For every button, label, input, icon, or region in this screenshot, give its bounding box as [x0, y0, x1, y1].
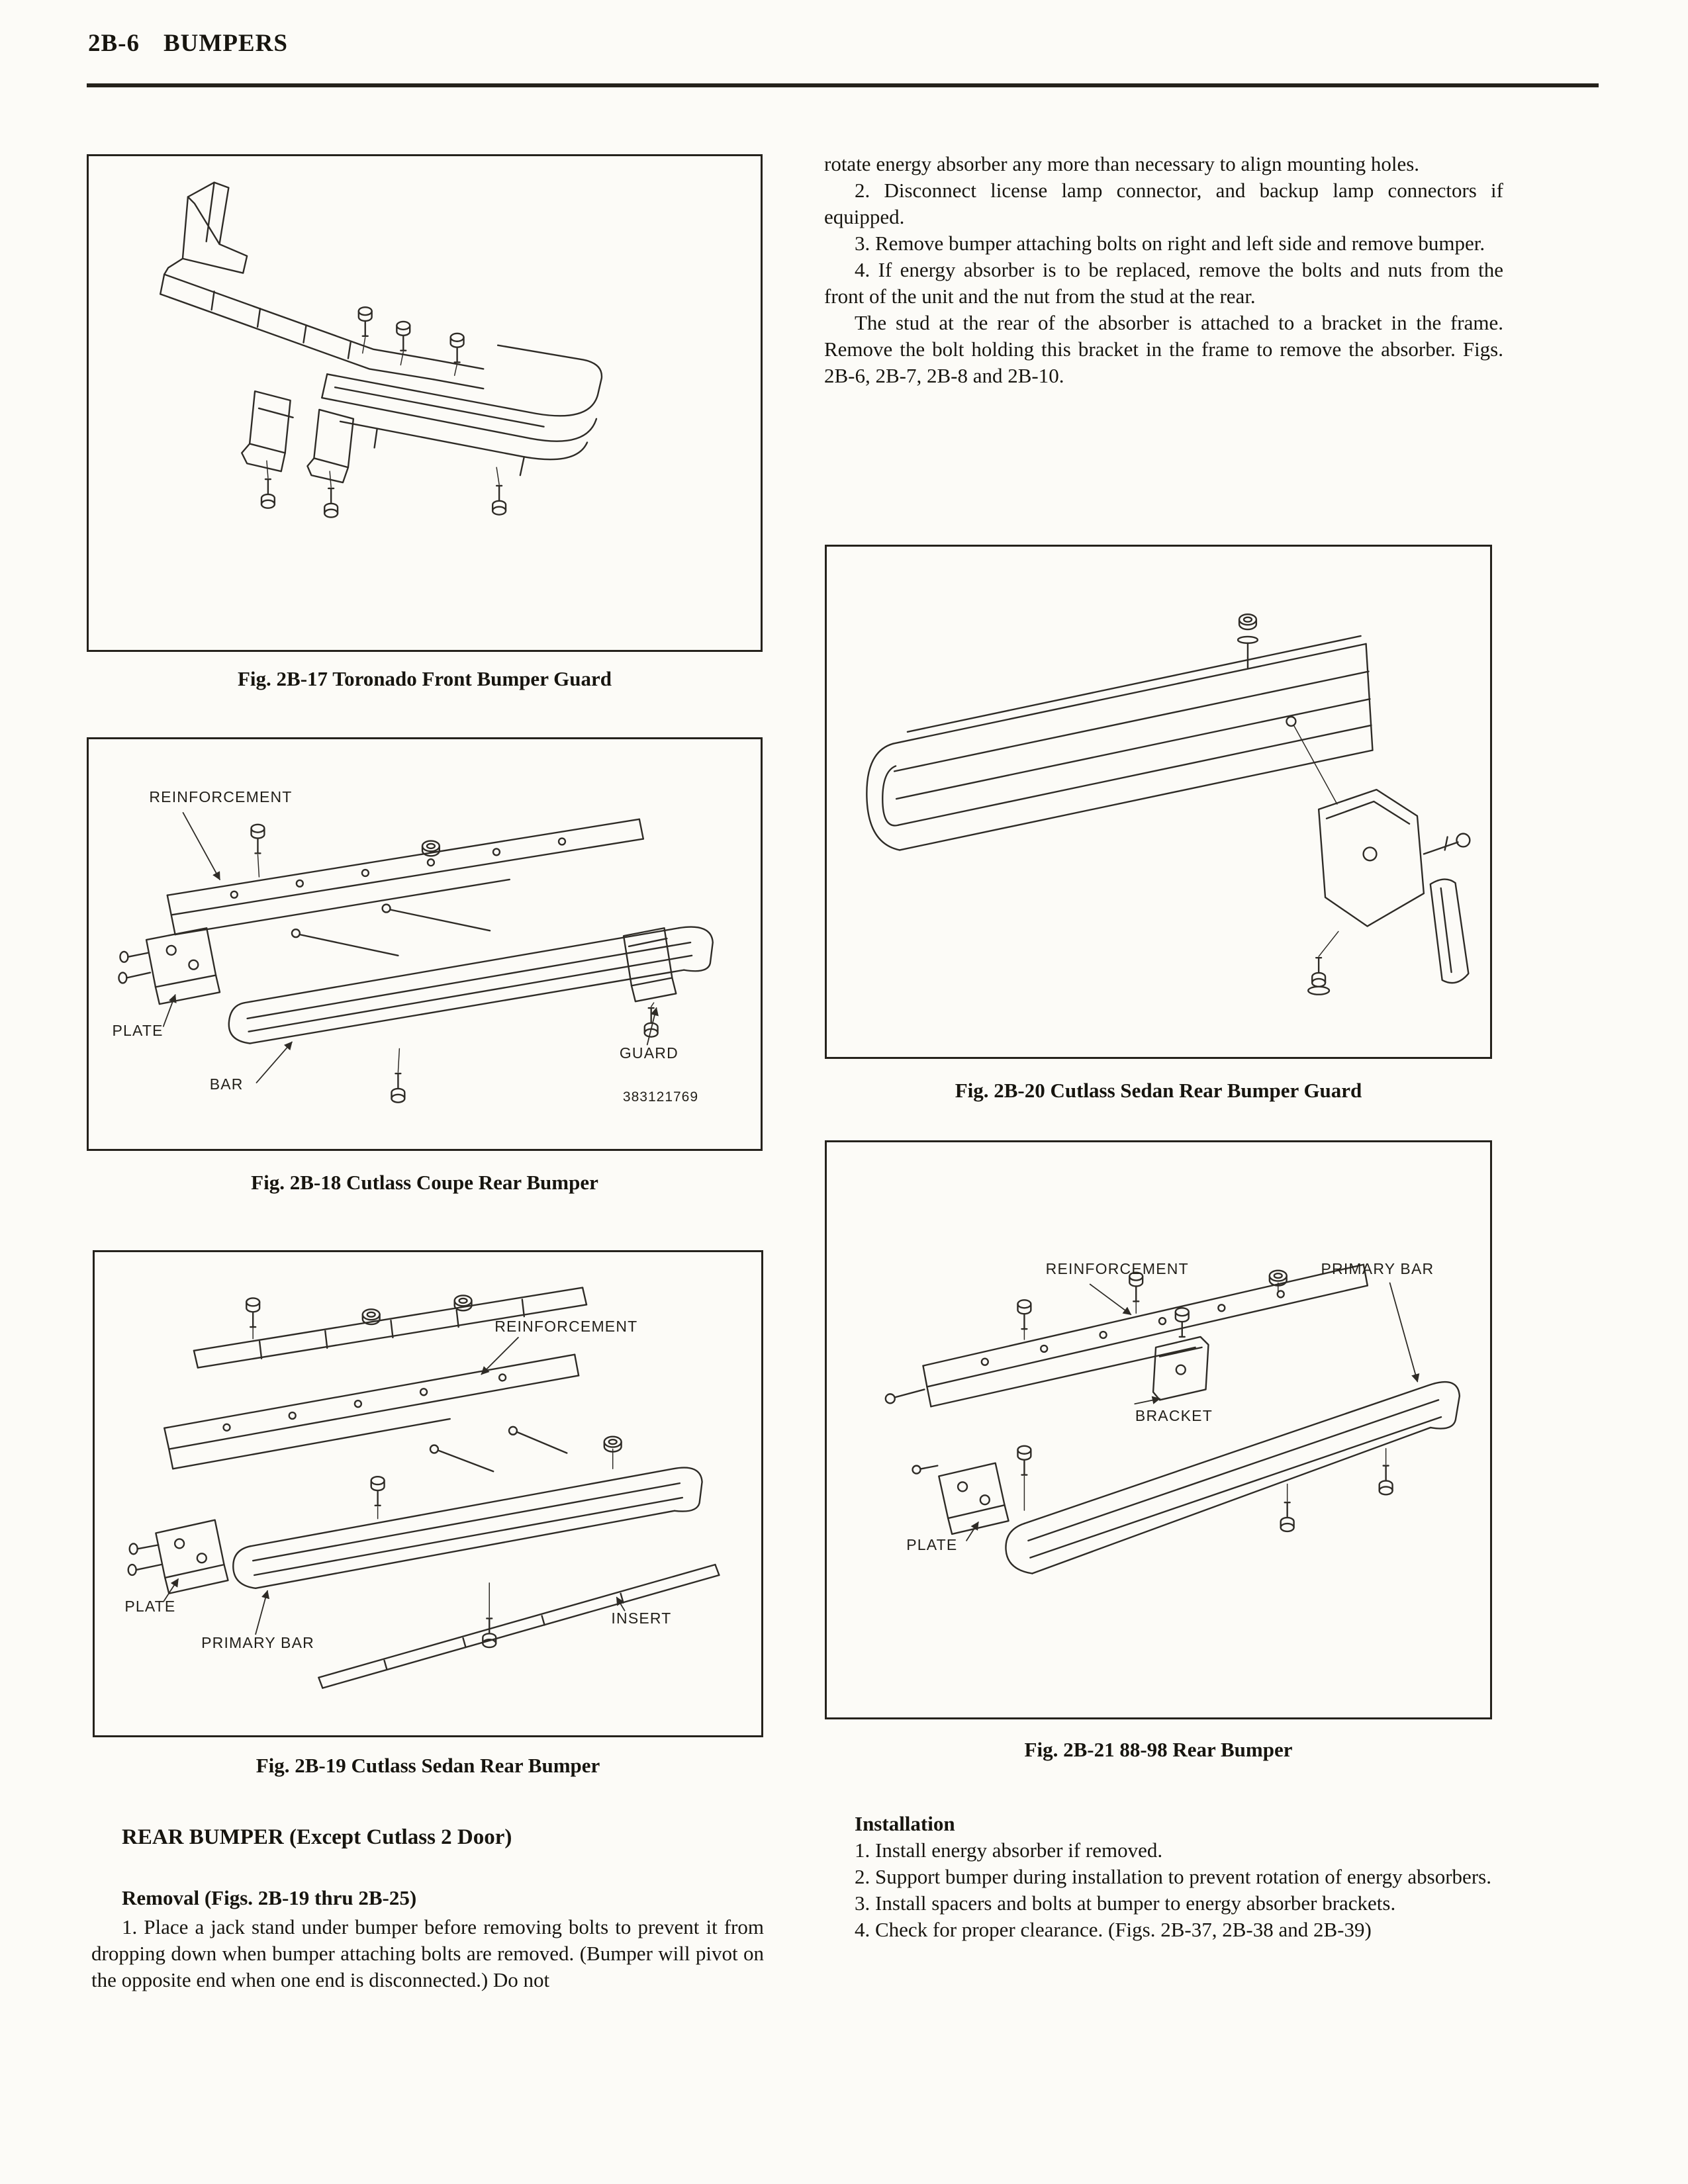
fig19-label-reinforcement: REINFORCEMENT [494, 1317, 638, 1335]
removal-step-1: 1. Place a jack stand under bumper before removing bolts to prevent it from dropping down when bumper attaching bolts are removed. (Bumper will pivot on the opposite end when one end is disconnected.) Do not [91, 1915, 764, 1991]
fig18-label-guard: GUARD [619, 1044, 679, 1062]
figure-box-2b19 [93, 1250, 763, 1737]
figure-box-2b17 [87, 154, 763, 652]
continued-paragraph: rotate energy absorber any more than necessary to align mounting holes. [824, 152, 1420, 175]
removal-step-2: 2. Disconnect license lamp connector, and backup lamp connectors if equipped. [824, 179, 1503, 228]
figure-caption-2b20: Fig. 2B-20 Cutlass Sedan Rear Bumper Guard [955, 1079, 1362, 1102]
fig20-drawing [827, 547, 1490, 1057]
fig19-label-insert: INSERT [611, 1610, 672, 1627]
removal-note: The stud at the rear of the absorber is attached to a bracket in the frame. Remove the bolt holding this bracket in the frame to remove the absorber. Figs. 2B-6, 2B-7, 2B-8 and 2B-10. [824, 311, 1503, 387]
installation-step-4: 4. Check for proper clearance. (Figs. 2B-37, 2B-38 and 2B-39) [855, 1918, 1372, 1941]
removal-step-3: 3. Remove bumper attaching bolts on right and left side and remove bumper. [855, 232, 1485, 255]
fig18-label-reinforcement: REINFORCEMENT [149, 788, 293, 806]
fig21-drawing [827, 1142, 1490, 1717]
installation-section [824, 1811, 1503, 1943]
fig18-label-bar: BAR [209, 1075, 244, 1093]
installation-step-1: 1. Install energy absorber if removed. [855, 1839, 1163, 1862]
fig18-label-plate: PLATE [112, 1022, 164, 1040]
figure-box-2b18 [87, 737, 763, 1151]
installation-step-2: 2. Support bumper during installation to prevent rotation of energy absorbers. [855, 1865, 1491, 1888]
removal-subheading: Removal (Figs. 2B-19 thru 2B-25) [122, 1886, 417, 1909]
fig19-drawing [95, 1252, 761, 1735]
figure-box-2b21 [825, 1140, 1492, 1719]
header-rule [87, 83, 1599, 87]
section-title: BUMPERS [164, 30, 288, 57]
continued-text-column [824, 151, 1503, 389]
page-header [88, 29, 288, 58]
fig19-label-primary-bar: PRIMARY BAR [201, 1633, 314, 1651]
installation-step-3: 3. Install spacers and bolts at bumper to energy absorber brackets. [855, 1891, 1396, 1915]
installation-heading: Installation [855, 1812, 955, 1835]
figure-caption-2b17: Fig. 2B-17 Toronado Front Bumper Guard [238, 667, 612, 690]
section-number: 2B-6 [88, 30, 140, 57]
fig21-label-primary-bar: PRIMARY BAR [1321, 1260, 1434, 1278]
rear-bumper-section [91, 1824, 764, 1993]
fig17-drawing [89, 156, 761, 650]
fig19-label-plate: PLATE [124, 1597, 176, 1615]
fig21-label-reinforcement: REINFORCEMENT [1045, 1260, 1189, 1278]
figure-caption-2b19: Fig. 2B-19 Cutlass Sedan Rear Bumper [256, 1754, 600, 1777]
figure-box-2b20 [825, 545, 1492, 1059]
fig21-label-plate: PLATE [906, 1536, 958, 1554]
fig21-label-bracket: BRACKET [1135, 1406, 1213, 1424]
removal-step-4: 4. If energy absorber is to be replaced, remove the bolts and nuts from the front of the unit and the nut from the stud at the rear. [824, 258, 1503, 308]
rear-bumper-heading: REAR BUMPER (Except Cutlass 2 Door) [122, 1825, 512, 1849]
figure-caption-2b21: Fig. 2B-21 88-98 Rear Bumper [1024, 1738, 1293, 1761]
figure-caption-2b18: Fig. 2B-18 Cutlass Coupe Rear Bumper [251, 1171, 598, 1194]
fig18-part-number: 383121769 [622, 1089, 699, 1105]
